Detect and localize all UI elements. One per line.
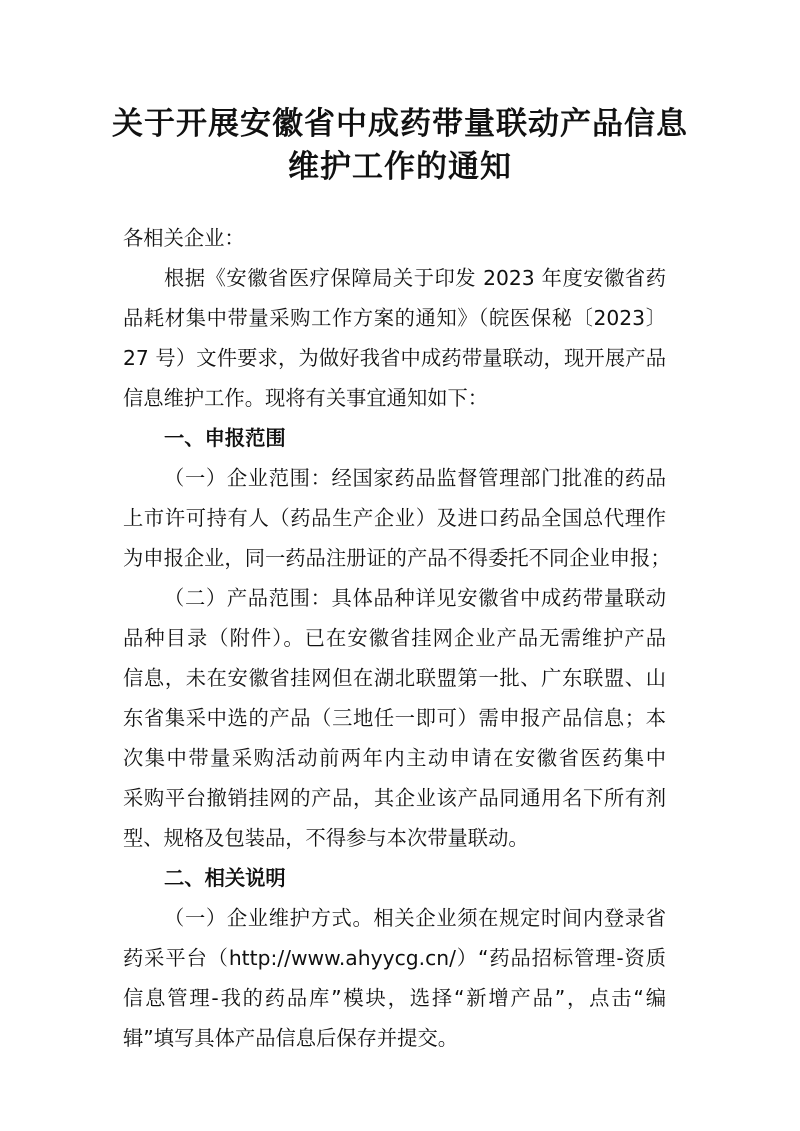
- section1-item2-line-1: （二）产品范围：具体品种详见安徽省中成药带量联动: [164, 586, 666, 610]
- section1-item1-line-2: 上市许可持有人（药品生产企业）及进口药品全国总代理作: [123, 506, 666, 530]
- intro-line-3: 27 号）文件要求，为做好我省中成药带量联动，现开展产品: [123, 346, 666, 370]
- section2-item1-line-1: （一）企业维护方式。相关企业须在规定时间内登录省: [164, 906, 666, 930]
- section1-item2-line-3: 信息，未在安徽省挂网但在湖北联盟第一批、广东联盟、山: [123, 666, 666, 690]
- section2-item1-line-4: 辑”填写具体产品信息后保存并提交。: [123, 1026, 459, 1050]
- intro-line-2: 品耗材集中带量采购工作方案的通知》（皖医保秘〔2023〕: [123, 306, 666, 330]
- section-heading-notes: 二、相关说明: [164, 866, 286, 890]
- section1-item1-line-3: 为申报企业，同一药品注册证的产品不得委托不同企业申报；: [123, 546, 671, 570]
- document-title-line-1: 关于开展安徽省中成药带量联动产品信息: [112, 106, 688, 142]
- intro-line-4: 信息维护工作。现将有关事宜通知如下：: [123, 386, 489, 410]
- section1-item2-line-4: 东省集采中选的产品（三地任一即可）需申报产品信息；本: [123, 706, 666, 730]
- section-heading-scope: 一、申报范围: [164, 426, 286, 450]
- section1-item2-line-5: 次集中带量采购活动前两年内主动申请在安徽省医药集中: [123, 746, 666, 770]
- section1-item2-line-7: 型、规格及包装品，不得参与本次带量联动。: [123, 826, 529, 850]
- section2-item1-line-3: 信息管理-我的药品库”模块，选择“新增产品”，点击“编: [123, 986, 666, 1010]
- section1-item2-line-2: 品种目录（附件）。已在安徽省挂网企业产品无需维护产品: [123, 626, 666, 650]
- section1-item1-line-1: （一）企业范围：经国家药品监督管理部门批准的药品: [164, 466, 666, 490]
- intro-line-1: 根据《安徽省医疗保障局关于印发 2023 年度安徽省药: [164, 266, 666, 290]
- section2-item1-line-2: 药采平台（http://www.ahyycg.cn/）“药品招标管理-资质: [123, 946, 666, 970]
- salutation: 各相关企业：: [123, 226, 245, 250]
- document-title-line-2: 维护工作的通知: [288, 149, 512, 185]
- section1-item2-line-6: 采购平台撤销挂网的产品，其企业该产品同通用名下所有剂: [123, 786, 666, 810]
